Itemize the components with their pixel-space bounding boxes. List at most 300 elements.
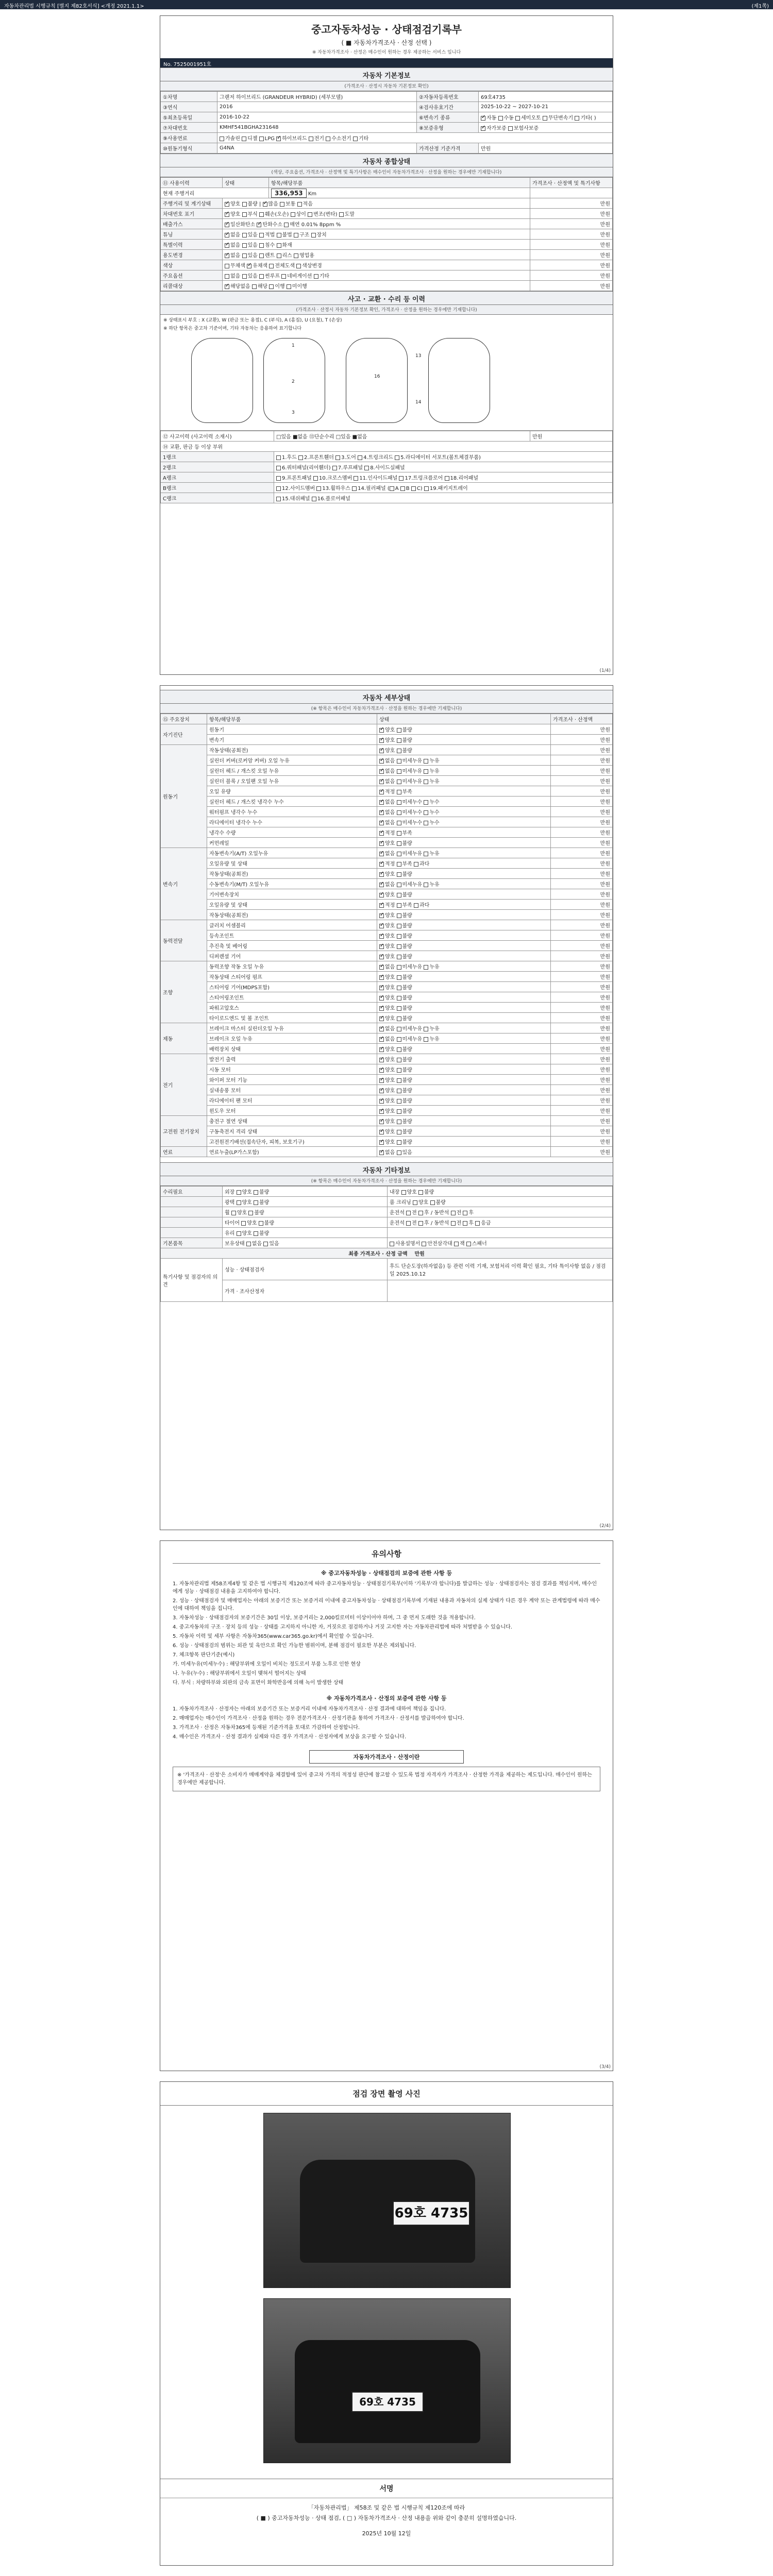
- detail-group: 전기: [161, 1054, 207, 1116]
- detail-price: 만원: [551, 838, 613, 848]
- detail-part: 스티어링 기어(MDPS포함): [207, 982, 377, 992]
- detail-price: 만원: [551, 1023, 613, 1033]
- detail-condition: ✓ 양호 불량: [377, 838, 551, 848]
- extra-row: [161, 1238, 613, 1248]
- detail-row: [161, 900, 613, 910]
- extra-row: [161, 1197, 613, 1207]
- detail-condition: ✓ 양호 불량: [377, 1054, 551, 1064]
- basic-value: KMHF541BGHA231648: [217, 123, 417, 133]
- notice-item: 다. 부식 : 차량하부와 외판의 금속 표면이 화학반응에 의해 녹이 발생한 상태: [173, 1680, 344, 1686]
- notice-list-2: [173, 1705, 600, 1741]
- detail-group: 원동기: [161, 745, 207, 848]
- detail-price: 만원: [551, 1137, 613, 1147]
- page-2: [160, 685, 613, 1530]
- detail-condition: ✓ 없음 미세누수 누수: [377, 807, 551, 817]
- basic-value: 69호4735: [479, 92, 613, 102]
- extra-row: [161, 1187, 613, 1197]
- detail-price: 만원: [551, 807, 613, 817]
- detail-condition: ✓ 양호 불량: [377, 1013, 551, 1023]
- extra-row: [161, 1207, 613, 1217]
- detail-part: 실린더 블록 / 오일팬 오일 누유: [207, 776, 377, 786]
- notice-item: 가. 미세누유(미세누수) : 해당부위에 오일이 비치는 정도로서 부품 노후로 인한 현상: [173, 1662, 361, 1667]
- detail-row: [161, 972, 613, 982]
- detail-condition: ✓ 적정 부족: [377, 786, 551, 796]
- detail-condition: ✓ 양호 불량: [377, 1116, 551, 1126]
- serial-number: No. 7525001951호: [160, 58, 613, 67]
- detail-part: 작동상태(공회전): [207, 910, 377, 920]
- rank-label: 2랭크: [161, 462, 274, 472]
- overall-price: 만원: [530, 281, 613, 291]
- inspection-photo-front: [263, 2113, 511, 2288]
- extra-label: [161, 1207, 223, 1217]
- detail-group: 변속기: [161, 848, 207, 920]
- detail-part: 시동 모터: [207, 1064, 377, 1075]
- part-number: 16: [374, 374, 380, 379]
- page-number: (2/4): [599, 1523, 611, 1529]
- accident-legend: ※ 상태표시 부호 : X (교환), W (판금 또는 용접), C (부식), A (흠집), U (요철), T (손상): [163, 318, 342, 323]
- detail-price: 만원: [551, 982, 613, 992]
- detail-part: 추진축 및 베어링: [207, 941, 377, 951]
- page-3-notice: [160, 1540, 613, 2071]
- car-left-view: [191, 338, 253, 423]
- detail-part: 와이퍼 모터 기능: [207, 1075, 377, 1085]
- detail-row: [161, 858, 613, 869]
- rank-row: [161, 483, 613, 493]
- detail-row: [161, 755, 613, 766]
- detail-part: 오일 유량: [207, 786, 377, 796]
- signature-text-1: 「자동차관리법」 제58조 및 같은 법 시행규칙 제120조에 따라: [308, 2504, 465, 2511]
- page-indicator: (제1쪽): [751, 4, 769, 9]
- detail-part: 냉각수 수량: [207, 827, 377, 838]
- detail-price: 만원: [551, 1106, 613, 1116]
- extra-label: [161, 1197, 223, 1207]
- page-4-photos: [160, 2081, 613, 2566]
- extra-note: (※ 항목은 매수인이 자동차가격조사 · 산정을 원하는 경우에만 기재합니다): [160, 1176, 613, 1186]
- overall-row: [161, 229, 613, 240]
- extra-value: 운전석 전 후 / 동반석 전 후 응급: [388, 1217, 613, 1228]
- overall-price: 만원: [530, 270, 613, 281]
- basic-label: ⑦차대번호: [161, 123, 217, 133]
- detail-price: 만원: [551, 735, 613, 745]
- col-device: ⑮ 주요장치: [161, 714, 207, 724]
- detail-part: 커먼레일: [207, 838, 377, 848]
- detail-row: [161, 982, 613, 992]
- detail-condition: ✓ 양호 불량: [377, 982, 551, 992]
- detail-price: 만원: [551, 951, 613, 961]
- document-subtitle: ( ■ 자동차가격조사 · 산정 선택 ): [341, 39, 432, 46]
- basic-info-row: [161, 92, 613, 102]
- detail-part: 오일유량 및 상태: [207, 900, 377, 910]
- basic-value: 2025-10-22 ~ 2027-10-21: [479, 102, 613, 112]
- detail-price: 만원: [551, 920, 613, 930]
- basic-info-row: [161, 133, 613, 143]
- history-options: □있음 ■없음 ⑬단순수리 □있음 ■없음: [274, 431, 530, 442]
- overall-price: 만원: [530, 260, 613, 270]
- detail-condition: ✓ 양호 불량: [377, 992, 551, 1003]
- rank-row: [161, 493, 613, 503]
- detail-group: 연료: [161, 1147, 207, 1157]
- detail-row: [161, 817, 613, 827]
- detail-price: 만원: [551, 889, 613, 900]
- detail-condition: ✓ 양호 불량: [377, 1075, 551, 1085]
- detail-group: 고전원 전기장치: [161, 1116, 207, 1147]
- detail-condition: ✓ 양호 불량: [377, 951, 551, 961]
- detail-part: 원동기: [207, 724, 377, 735]
- basic-info-row: [161, 102, 613, 112]
- notice-item: 2. 성능 · 상태점검자 및 매매업자는 아래의 보증기간 또는 보증거리 이내에 중고자동차성능 · 상태점검기록부에 기재된 내용과 자동차의 실제 상태가 다른 경우 계약 또는 관계법령에 따라 매수인에 대하여 책임을 집니다.: [173, 1598, 600, 1612]
- detail-price: 만원: [551, 1126, 613, 1137]
- overall-label: 주행거리 및 계기상태: [161, 198, 223, 209]
- detail-part: 스티어링조인트: [207, 992, 377, 1003]
- detail-price: 만원: [551, 1003, 613, 1013]
- signature-section: [160, 2479, 613, 2537]
- basic-label: ⑧보증유형: [417, 123, 479, 133]
- detail-condition: ✓ 양호 불량: [377, 920, 551, 930]
- detail-row: [161, 1116, 613, 1126]
- basic-label: ⑤최초등록일: [161, 112, 217, 123]
- extra-label: 수리필요: [161, 1187, 223, 1197]
- extra-value: 타이어 양호 불량: [223, 1217, 388, 1228]
- extra-value: 사용설명서 안전삼각대 잭 스패너: [388, 1238, 613, 1248]
- basic-label: ⑩원동기형식: [161, 143, 217, 154]
- detail-part: 파워고압호스: [207, 1003, 377, 1013]
- detail-part: 고전원전기배선(접속단자, 피복, 보호기구): [207, 1137, 377, 1147]
- overall-label: 용도변경: [161, 250, 223, 260]
- detail-price: 만원: [551, 724, 613, 735]
- appraisal-box-text: ※ '가격조사 · 산정'은 소비자가 매매계약을 체결함에 있어 중고차 가격의 적정성 판단에 참고할 수 있도록 법정 자격자가 가격조사 · 산정한 가격을 제공하는 제도입니다. 매수인이 원하는 경우에만 제공합니다.: [173, 1767, 600, 1791]
- notice-sub-2: ※ 자동차가격조사 · 산정의 보증에 관한 사항 등: [326, 1695, 447, 1702]
- detail-row: [161, 838, 613, 848]
- overall-value: ✓ 없음 있음 침수 화재: [223, 240, 530, 250]
- detail-condition: ✓ 없음 있음: [377, 1147, 551, 1157]
- outer-label: ⑭ 교환, 판금 등 이상 부위: [161, 442, 613, 452]
- extra-label: [161, 1217, 223, 1228]
- accident-legend-2: ※ 하단 항목은 중고차 기준이며, 기타 자동차는 응용하여 표기합니다: [163, 326, 302, 331]
- detail-part: 발전기 출력: [207, 1054, 377, 1064]
- overall-value: ✓ 양호 부식 훼손(오손) 상이 변조(변타) 도말: [223, 209, 530, 219]
- detail-condition: ✓ 양호 불량: [377, 869, 551, 879]
- appraisal-box-title: 자동차가격조사 · 산정이란: [309, 1750, 464, 1764]
- detail-condition: ✓ 양호 불량: [377, 910, 551, 920]
- car-underbody-view: [346, 338, 408, 423]
- overall-value: 없음 있음 썬루프 네비게이션 기타: [223, 270, 530, 281]
- accident-note: (가격조사 · 산정시 자동차 기본정보 확인, 가격조사 · 산정을 원하는 경우에만 기재합니다): [160, 305, 613, 315]
- accident-table: [160, 431, 613, 503]
- detail-row: [161, 786, 613, 796]
- detail-note: (※ 항목은 매수인이 자동차가격조사 · 산정을 원하는 경우에만 기재합니다): [160, 704, 613, 714]
- detail-part: 윈도우 모터: [207, 1106, 377, 1116]
- document-title: 중고자동차성능 · 상태점검기록부: [311, 23, 462, 36]
- notice-sub-1: ※ 중고자동차성능 · 상태점검의 보증에 관한 사항 등: [321, 1570, 452, 1577]
- part-number: 2: [292, 379, 295, 384]
- detail-table: [160, 714, 613, 1157]
- note-value: 후드 단순도장(하자없음) 등 관련 이력 기재, 보험처리 이력 확인 필요, 기타 특이사항 없음 / 점검일 2025.10.12: [388, 1259, 613, 1280]
- detail-row: [161, 1044, 613, 1054]
- detail-part: 실린더 헤드 / 개스킷 냉각수 누수: [207, 796, 377, 807]
- overall-row: [161, 240, 613, 250]
- detail-price: 만원: [551, 972, 613, 982]
- extra-value: 보유상태 없음 있음: [223, 1238, 388, 1248]
- overall-price: 만원: [530, 250, 613, 260]
- detail-part: 브레이크 마스터 실린더오일 누유: [207, 1023, 377, 1033]
- detail-row: [161, 796, 613, 807]
- detail-row: [161, 1064, 613, 1075]
- detail-row: [161, 920, 613, 930]
- detail-row: [161, 1095, 613, 1106]
- detail-price: 만원: [551, 1044, 613, 1054]
- extra-value: 내장 양호 불량: [388, 1187, 613, 1197]
- detail-row: [161, 992, 613, 1003]
- detail-row: [161, 951, 613, 961]
- detail-price: 만원: [551, 1085, 613, 1095]
- detail-price: 만원: [551, 879, 613, 889]
- page-number: (3/4): [599, 2064, 611, 2070]
- detail-part: 배력장치 상태: [207, 1044, 377, 1054]
- basic-value: 2016-10-22: [217, 112, 417, 123]
- accident-title: 사고 · 교환 · 수리 등 이력: [160, 291, 613, 305]
- page-1: [160, 15, 613, 675]
- basic-label: 가격산정 기준가격: [417, 143, 479, 154]
- part-number: 3: [292, 410, 295, 415]
- overall-row: [161, 270, 613, 281]
- detail-part: 오일유량 및 상태: [207, 858, 377, 869]
- detail-condition: ✓ 양호 불량: [377, 1137, 551, 1147]
- overall-label: 차대번호 표기: [161, 209, 223, 219]
- overall-row: [161, 250, 613, 260]
- detail-price: 만원: [551, 961, 613, 972]
- overall-status-table: [160, 177, 613, 291]
- extra-value: 유리 양호 불량: [223, 1228, 388, 1238]
- detail-row: [161, 745, 613, 755]
- detail-price: 만원: [551, 1095, 613, 1106]
- detail-condition: ✓ 없음 미세누유 누유: [377, 879, 551, 889]
- detail-part: 디퍼렌셜 기어: [207, 951, 377, 961]
- detail-price: 만원: [551, 766, 613, 776]
- col-detail-price: 가격조사 · 산정액: [551, 714, 613, 724]
- detail-part: 라디에이터 냉각수 누수: [207, 817, 377, 827]
- detail-row: [161, 889, 613, 900]
- notice-item: 4. 중고자동차의 구조 · 장치 등의 성능 · 상태를 고지하지 아니한 자, 거짓으로 점검하거나 거짓 고지한 자는 자동차관리법에 따라 처벌받을 수 있습니다.: [173, 1624, 512, 1630]
- notice-item: 1. 자동차가격조사 · 산정자는 아래의 보증기간 또는 보증거리 이내에 자동차가격조사 · 산정 결과에 대하여 책임을 집니다.: [173, 1706, 446, 1712]
- signature-date: 2025년 10월 12일: [362, 2530, 411, 2537]
- overall-label: 특별이력: [161, 240, 223, 250]
- overall-label: 리콜대상: [161, 281, 223, 291]
- detail-row: [161, 941, 613, 951]
- extra-row: [161, 1228, 613, 1238]
- rank-items: 12.사이드멤버 13.휠하우스 14.필러패널 ( A B C) 19.패키지트레이: [274, 483, 613, 493]
- part-number: 14: [415, 400, 422, 405]
- detail-price: 만원: [551, 796, 613, 807]
- detail-part: 자동변속기(A/T) 오일누유: [207, 848, 377, 858]
- detail-row: [161, 1085, 613, 1095]
- basic-label: ②자동차등록번호: [417, 92, 479, 102]
- detail-part: 구동축전지 격리 상태: [207, 1126, 377, 1137]
- overall-value: ✓ 해당없음 해당 이행 미이행: [223, 281, 530, 291]
- detail-row: [161, 807, 613, 817]
- notice-item: 1. 자동차관리법 제58조제4항 및 같은 법 시행규칙 제120조에 따라 중고자동차성능 · 상태점검기록부(이하 '기록부'라 합니다)를 발급하는 성능 · 상태점검자는 점검 결과를 책임지며, 매수인에게 성능 · 상태점검 내용을 고지하여야 합니다.: [173, 1581, 597, 1595]
- basic-value: 2016: [217, 102, 417, 112]
- overall-price: 만원: [530, 198, 613, 209]
- detail-row: [161, 1013, 613, 1023]
- detail-price: 만원: [551, 1064, 613, 1075]
- detail-row: [161, 1137, 613, 1147]
- col-part: 항목/해당부품: [207, 714, 377, 724]
- rank-items: 15.대쉬패널 16.플로어패널: [274, 493, 613, 503]
- rank-items: 9.프론트패널 10.크로스멤버 11.인사이드패널 17.트렁크플로어 18.리어패널: [274, 472, 613, 483]
- overall-status-title: 자동차 종합상태: [160, 154, 613, 167]
- appraiser-label: 가격 · 조사산정자: [223, 1280, 388, 1302]
- detail-title: 자동차 세부상태: [160, 690, 613, 704]
- overall-value: ✓ 양호 불량 | ✓많음 보통 적음: [223, 198, 530, 209]
- detail-condition: ✓ 없음 미세누수 누수: [377, 796, 551, 807]
- col-condition: 상태: [377, 714, 551, 724]
- overall-price: 만원: [530, 209, 613, 219]
- detail-part: 라디에이터 팬 모터: [207, 1095, 377, 1106]
- detail-price: 만원: [551, 992, 613, 1003]
- detail-condition: ✓ 양호 불량: [377, 1095, 551, 1106]
- extra-table: [160, 1186, 613, 1302]
- detail-price: 만원: [551, 827, 613, 838]
- detail-price: 만원: [551, 869, 613, 879]
- detail-part: 등속조인트: [207, 930, 377, 941]
- basic-label: ④검사유효기간: [417, 102, 479, 112]
- detail-part: 연료누출(LP가스포함): [207, 1147, 377, 1157]
- overall-row: [161, 260, 613, 270]
- extra-row: [161, 1217, 613, 1228]
- detail-condition: ✓ 적정 부족: [377, 827, 551, 838]
- detail-part: 기어변속장치: [207, 889, 377, 900]
- detail-condition: ✓ 양호 불량: [377, 930, 551, 941]
- detail-part: 실린더 헤드 / 개스킷 오일 누유: [207, 766, 377, 776]
- detail-price: 만원: [551, 848, 613, 858]
- notice-item: 7. 체크항목 판단기준(예시): [173, 1652, 235, 1658]
- detail-price: 만원: [551, 755, 613, 766]
- detail-part: 타이로드엔드 및 볼 조인트: [207, 1013, 377, 1023]
- extra-value: 광택 양호 불량: [223, 1197, 388, 1207]
- detail-condition: ✓ 양호 불량: [377, 745, 551, 755]
- overall-label: 배출가스: [161, 219, 223, 229]
- notice-item: 5. 자동차 이력 및 세부 사항은 자동차365(www.car365.go.kr)에서 확인할 수 있습니다.: [173, 1634, 374, 1639]
- notice-item: 3. 가격조사 · 산정은 자동차365에 등재된 기준가격을 토대로 가감하여 산정합니다.: [173, 1725, 360, 1731]
- notice-list-1: [173, 1580, 600, 1687]
- detail-row: [161, 961, 613, 972]
- extra-title: 자동차 기타정보: [160, 1162, 613, 1176]
- document-note: ※ 자동차가격조사 · 산정은 매수인이 원하는 경우 제공하는 서비스 입니다: [312, 50, 461, 55]
- overall-label: 색상: [161, 260, 223, 270]
- history-label: ⑫ 사고이력 (사고이력 소재시): [161, 431, 274, 442]
- notice-item: 4. 매수인은 가격조사 · 산정 결과가 실제와 다른 경우 가격조사 · 산정자에게 보상을 요구할 수 있습니다.: [173, 1734, 407, 1740]
- page-number: (1/4): [599, 668, 611, 673]
- detail-condition: ✓ 양호 불량: [377, 724, 551, 735]
- final-price-row: 최종 가격조사 · 산정 금액 만원: [161, 1248, 613, 1259]
- detail-condition: ✓ 양호 불량: [377, 1064, 551, 1075]
- basic-info-row: [161, 123, 613, 133]
- rank-label: B랭크: [161, 483, 274, 493]
- detail-group: 제동: [161, 1023, 207, 1054]
- notice-item: 3. 자동차성능 · 상태점검자의 보증기간은 30일 이상, 보증거리는 2,000킬로미터 이상이어야 하며, 그 중 먼저 도래한 것을 적용합니다.: [173, 1615, 476, 1621]
- basic-label: ③연식: [161, 102, 217, 112]
- detail-row: [161, 848, 613, 858]
- form-reference-bar: [0, 0, 773, 9]
- extra-label: 기본품목: [161, 1238, 223, 1248]
- detail-condition: ✓ 양호 불량: [377, 1003, 551, 1013]
- detail-condition: ✓ 양호 불량: [377, 889, 551, 900]
- overall-row: [161, 281, 613, 291]
- basic-label: ①차명: [161, 92, 217, 102]
- photos-title: 점검 장면 촬영 사진: [160, 2082, 613, 2106]
- detail-condition: ✓ 없음 미세누유 누유: [377, 1033, 551, 1044]
- basic-value: ✓ 자가보증 보험사보증: [479, 123, 613, 133]
- document-header: [160, 16, 613, 55]
- accident-price: 만원: [530, 431, 613, 442]
- rank-items: 6.쿼터패널(리어휀더) 7.루프패널 8.사이드실패널: [274, 462, 613, 472]
- detail-row: [161, 1033, 613, 1044]
- basic-value: G4NA: [217, 143, 417, 154]
- rank-row: [161, 472, 613, 483]
- overall-row: [161, 219, 613, 229]
- notice-item: 나. 누유(누수) : 해당부위에서 오일이 맺혀서 떨어지는 상태: [173, 1671, 306, 1676]
- basic-info-table: [160, 91, 613, 154]
- extra-value: 휠 양호 불량: [223, 1207, 388, 1217]
- detail-condition: ✓ 양호 불량: [377, 972, 551, 982]
- overall-value: 무채색 ✓유채색 전체도색 색상변경: [223, 260, 530, 270]
- detail-price: 만원: [551, 1033, 613, 1044]
- detail-condition: ✓ 양호 불량: [377, 1085, 551, 1095]
- rank-items: 1.후드 2.프론트휀더 3.도어 4.트렁크리드 5.라디에이터 서포트(볼트체결부품): [274, 452, 613, 462]
- detail-price: 만원: [551, 745, 613, 755]
- detail-row: [161, 1106, 613, 1116]
- mileage-price: [530, 188, 613, 198]
- detail-part: 충전구 절연 상태: [207, 1116, 377, 1126]
- detail-price: 만원: [551, 817, 613, 827]
- detail-row: [161, 735, 613, 745]
- detail-group: 조향: [161, 961, 207, 1023]
- detail-condition: ✓ 없음 미세누유 누유: [377, 766, 551, 776]
- detail-row: [161, 879, 613, 889]
- detail-part: 변속기: [207, 735, 377, 745]
- detail-part: 작동상태 스티어링 펌프: [207, 972, 377, 982]
- notice-item: 2. 매매업자는 매수인이 가격조사 · 산정을 원하는 경우 전문가격조사 · 산정기관을 통하여 가격조사 · 산정서를 발급하여야 합니다.: [173, 1716, 464, 1721]
- extra-value: 외장 양호 불량: [223, 1187, 388, 1197]
- detail-price: 만원: [551, 1013, 613, 1023]
- extra-value: [388, 1228, 613, 1238]
- rank-row: [161, 462, 613, 472]
- detail-row: [161, 1003, 613, 1013]
- col-price: 가격조사 · 산정액 및 특기사항: [530, 178, 613, 188]
- notice-title: 유의사항: [173, 1548, 600, 1564]
- extra-value: 룸 크리닝 양호 불량: [388, 1197, 613, 1207]
- license-plate: 69호 4735: [351, 2392, 424, 2412]
- form-reference: 자동차관리법 시행규칙 [별지 제82호서식] <개정 2021.1.1>: [4, 4, 144, 9]
- detail-condition: ✓ 양호 불량: [377, 1126, 551, 1137]
- detail-condition: ✓ 양호 불량: [377, 941, 551, 951]
- overall-row: [161, 198, 613, 209]
- overall-price: 만원: [530, 229, 613, 240]
- detail-row: [161, 1054, 613, 1064]
- car-right-view: [428, 338, 490, 423]
- overall-value: ✓ 일산화탄소 ✓탄화수소 매연 0.01% 8ppm %: [223, 219, 530, 229]
- detail-condition: ✓ 양호 불량: [377, 735, 551, 745]
- detail-row: [161, 827, 613, 838]
- detail-condition: ✓ 없음 미세누유 누유: [377, 755, 551, 766]
- license-plate: 69호 4735: [393, 2201, 470, 2226]
- appraiser-note: [388, 1280, 613, 1302]
- inspector-label: 성능 · 상태점검자: [223, 1259, 388, 1280]
- detail-condition: ✓ 없음 미세누유 누유: [377, 848, 551, 858]
- detail-row: [161, 1023, 613, 1033]
- detail-part: 수동변속기(M/T) 오일누유: [207, 879, 377, 889]
- inspection-photo-rear: [263, 2298, 511, 2463]
